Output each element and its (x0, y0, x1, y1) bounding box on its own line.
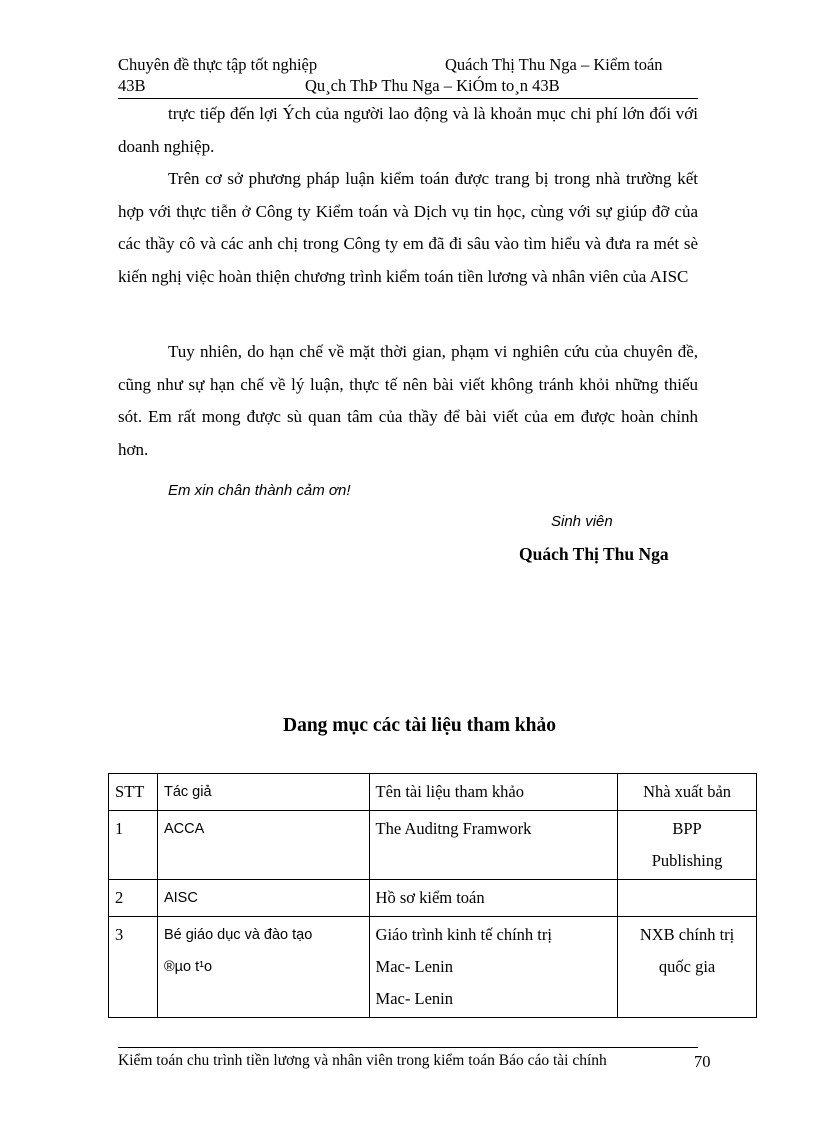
publisher-line: Publishing (651, 851, 723, 870)
title-line: Mac- Lenin (375, 989, 453, 1008)
table-row (109, 811, 757, 880)
row-stt: 3 (109, 917, 158, 1018)
table-header-row (109, 774, 757, 811)
page-number: 70 (694, 1052, 711, 1071)
header-author: Quách Thị Thu Nga – Kiểm toán (445, 55, 663, 74)
header-publisher: Nhà xuất bản (618, 774, 757, 811)
paragraph-3: Tuy nhiên, do hạn chế về mặt thời gian, phạm vi nghiên cứu của chuyên đề, cũng như sự hạn chế về lý luận, thực tế nên bài viết không tránh khỏi những thiếu sót. Em rất mong được sù quan tâm của thầy để bài viết của em được hoàn chỉnh hơn. (118, 342, 698, 459)
row-publisher (618, 880, 757, 917)
publisher-line: BPP (672, 819, 702, 838)
title-line: Giáo trình kinh tế chính trị (375, 925, 552, 944)
table-row (109, 880, 757, 917)
signature-name: Quách Thị Thu Nga (519, 544, 669, 564)
author-line: Bé giáo dục và đào tạo (163, 927, 313, 943)
footer-title: Kiểm toán chu trình tiền lương và nhân viên trong kiểm toán Báo cáo tài chính (118, 1052, 607, 1069)
row-title: The Auditng Framwork (369, 811, 618, 880)
row-stt: 2 (109, 880, 158, 917)
header-author: Tác giả (157, 774, 369, 811)
references-title: Dang mục các tài liệu tham khảo (283, 715, 556, 736)
header-title: Tên tài liệu tham khảo (369, 774, 618, 811)
row-author: AISC (157, 880, 369, 917)
row-publisher (618, 917, 757, 1018)
row-title: Hồ sơ kiểm toán (369, 880, 618, 917)
references-table (108, 773, 757, 1018)
footer-rule (118, 1047, 698, 1048)
header-chapter-title: Chuyên đề thực tập tốt nghiệp (118, 55, 318, 74)
thanks-line: Em xin chân thành cảm ơn! (168, 482, 351, 499)
signature-role: Sinh viên (551, 513, 613, 530)
table-row (109, 917, 757, 1018)
row-stt: 1 (109, 811, 158, 880)
header-author-garbled: Qu¸ch ThÞ Thu Nga – KiÓm to¸n 43B (305, 76, 560, 95)
paragraph-1: trực tiếp đến lợi Ých của người lao động và là khoản mục chi phí lớn đối với doanh nghiệp. (118, 104, 698, 156)
header-stt: STT (109, 774, 158, 811)
publisher-line: NXB chính trị (639, 925, 735, 944)
header-class: 43B (118, 76, 146, 95)
author-line: ®µo t¹o (163, 959, 213, 975)
row-publisher (618, 811, 757, 880)
row-author: ACCA (157, 811, 369, 880)
publisher-line: quốc gia (658, 957, 716, 976)
paragraph-2: Trên cơ sở phương pháp luận kiểm toán được trang bị trong nhà trường kết hợp với thực tiễn ở Công ty Kiểm toán và Dịch vụ tin học, cùng với sự giúp đỡ của các thầy cô và các anh chị trong Công ty em đã đi sâu vào tìm hiểu và đưa ra mét sè kiến nghị việc hoàn thiện chương trình kiểm toán tiền lương và nhân viên của AISC (118, 169, 698, 286)
title-line: Mac- Lenin (375, 957, 453, 976)
row-title (369, 917, 618, 1018)
row-author (157, 917, 369, 1018)
